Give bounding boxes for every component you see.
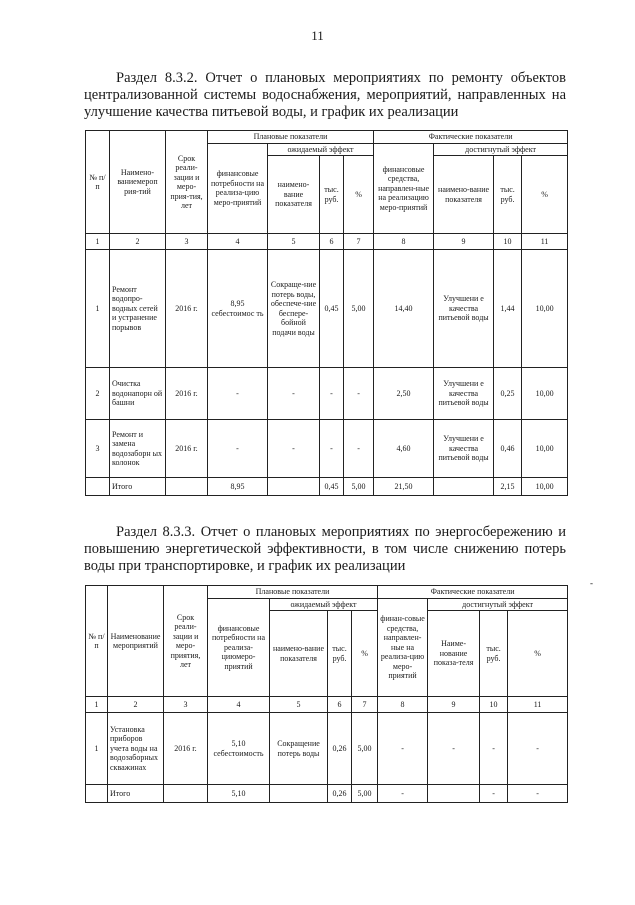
cell: Сокращение потерь воды	[270, 713, 328, 785]
cell: 2,50	[374, 368, 434, 420]
colnum: 4	[208, 234, 268, 250]
header-name: Наимено-ваниемероп рия-тий	[110, 131, 166, 234]
cell: 0,45	[320, 478, 344, 496]
header-financial-actual: финан-совые средства, направлен-ные на реализа-цию меро-приятий	[378, 598, 428, 697]
corner-mark: -	[590, 578, 593, 588]
header-rub: тыс. руб.	[328, 611, 352, 697]
cell	[434, 478, 494, 496]
header-term: Срок реали-зации и меро-приятия, лет	[164, 586, 208, 697]
cell: 0,46	[494, 420, 522, 478]
cell: Установка приборов учета воды на водозаборных скважинах	[108, 713, 164, 785]
cell: 2016 г.	[166, 368, 208, 420]
header-pct: %	[352, 611, 378, 697]
header-financial-actual: финансовые средства, направлен-ные на реализацию меро-приятий	[374, 143, 434, 234]
cell: -	[320, 368, 344, 420]
colnum: 2	[108, 697, 164, 713]
cell: 10,00	[522, 250, 568, 368]
colnum: 8	[374, 234, 434, 250]
header-ach-rub: тыс. руб.	[480, 611, 508, 697]
header-ach-name: наимено-вание показателя	[434, 156, 494, 234]
total-row	[86, 785, 568, 803]
header-effect-name: наимено-вание показателя	[270, 611, 328, 697]
colnum: 1	[86, 234, 110, 250]
colnum: 5	[270, 697, 328, 713]
section-heading-8-3-2	[84, 70, 566, 121]
total-row	[86, 478, 568, 496]
colnum: 3	[166, 234, 208, 250]
cell: 1,44	[494, 250, 522, 368]
cell: -	[508, 713, 568, 785]
header-actual: Фактические показатели	[378, 586, 568, 599]
cell: 4,60	[374, 420, 434, 478]
header-financial-plan: финансовые потребности на реализа-циюмеро-приятий	[208, 598, 270, 697]
header-rub: тыс. руб.	[320, 156, 344, 234]
cell: 1	[86, 250, 110, 368]
cell	[86, 785, 108, 803]
header-actual: Фактические показатели	[374, 131, 568, 144]
cell: 2	[86, 368, 110, 420]
cell: -	[480, 785, 508, 803]
header-achieved: достигнутый эффект	[428, 598, 568, 611]
colnum: 10	[480, 697, 508, 713]
cell: Улучшени е качества питьевой воды	[434, 250, 494, 368]
colnum: 7	[352, 697, 378, 713]
header-financial-plan: финансовые потребности на реализа-цию меро-приятий	[208, 143, 268, 234]
column-number-row	[86, 697, 568, 713]
cell: 10,00	[522, 478, 568, 496]
cell	[268, 478, 320, 496]
colnum: 1	[86, 697, 108, 713]
cell: 21,50	[374, 478, 434, 496]
cell: -	[268, 368, 320, 420]
cell: 14,40	[374, 250, 434, 368]
cell: -	[480, 713, 508, 785]
cell: -	[208, 420, 268, 478]
cell: 8,95	[208, 478, 268, 496]
header-ach-pct: %	[508, 611, 568, 697]
cell	[164, 785, 208, 803]
cell: 1	[86, 713, 108, 785]
energy-saving-table	[85, 585, 568, 803]
cell: 2,15	[494, 478, 522, 496]
cell	[166, 478, 208, 496]
header-name: Наименование мероприятий	[108, 586, 164, 697]
cell: 10,00	[522, 368, 568, 420]
cell: Ремонт водопро-водных сетей и устранение порывов	[110, 250, 166, 368]
cell: 5,00	[352, 713, 378, 785]
cell: 5,10 себестоимость	[208, 713, 270, 785]
header-num: № п/п	[86, 586, 108, 697]
cell	[86, 478, 110, 496]
cell: Улучшени е качества питьевой воды	[434, 368, 494, 420]
colnum: 9	[428, 697, 480, 713]
table-row	[86, 713, 568, 785]
planned-repair-table	[85, 130, 568, 496]
cell	[428, 785, 480, 803]
table-row	[86, 420, 568, 478]
colnum: 3	[164, 697, 208, 713]
cell: 10,00	[522, 420, 568, 478]
colnum: 6	[328, 697, 352, 713]
cell: Итого	[110, 478, 166, 496]
cell: -	[208, 368, 268, 420]
header-effect-name: наимено-вание показателя	[268, 156, 320, 234]
cell: 5,00	[344, 250, 374, 368]
column-number-row	[86, 234, 568, 250]
cell: -	[268, 420, 320, 478]
section-heading-8-3-3	[84, 524, 566, 575]
cell: Сокраще-ние потерь воды, обеспече-ние беспере-бойной подачи воды	[268, 250, 320, 368]
colnum: 5	[268, 234, 320, 250]
cell: -	[320, 420, 344, 478]
cell: 2016 г.	[166, 420, 208, 478]
header-num: № п/п	[86, 131, 110, 234]
cell: 3	[86, 420, 110, 478]
colnum: 7	[344, 234, 374, 250]
cell: 0,45	[320, 250, 344, 368]
cell: -	[508, 785, 568, 803]
cell: -	[378, 713, 428, 785]
section-heading-text: Раздел 8.3.3. Отчет о плановых мероприятиях по энергосбережению и повышению энергетической эффективности, в том числе снижению потерь воды при транспортировке, и график их реализации	[84, 524, 566, 574]
cell: -	[344, 420, 374, 478]
cell: -	[378, 785, 428, 803]
cell: 5,00	[352, 785, 378, 803]
cell: -	[428, 713, 480, 785]
colnum: 9	[434, 234, 494, 250]
colnum: 11	[508, 697, 568, 713]
header-ach-name: Наиме-нование показа-теля	[428, 611, 480, 697]
cell: Итого	[108, 785, 164, 803]
table-row	[86, 250, 568, 368]
table-row	[86, 368, 568, 420]
colnum: 2	[110, 234, 166, 250]
cell: -	[344, 368, 374, 420]
cell: 0,26	[328, 785, 352, 803]
header-expected: ожидаемый эффект	[270, 598, 378, 611]
colnum: 10	[494, 234, 522, 250]
colnum: 6	[320, 234, 344, 250]
cell: Улучшени е качества питьевой воды	[434, 420, 494, 478]
cell: Ремонт и замена водозаборн ых колонок	[110, 420, 166, 478]
header-expected: ожидаемый эффект	[268, 143, 374, 156]
cell	[270, 785, 328, 803]
cell: 8,95 себестоимос ть	[208, 250, 268, 368]
cell: 5,00	[344, 478, 374, 496]
page-number: 11	[311, 28, 324, 43]
colnum: 8	[378, 697, 428, 713]
cell: 0,25	[494, 368, 522, 420]
cell: 2016 г.	[164, 713, 208, 785]
cell: 2016 г.	[166, 250, 208, 368]
header-achieved: достигнутый эффект	[434, 143, 568, 156]
header-planned: Плановые показатели	[208, 131, 374, 144]
header-term: Срок реали-зации и меро-прия-тия, лет	[166, 131, 208, 234]
colnum: 4	[208, 697, 270, 713]
header-planned: Плановые показатели	[208, 586, 378, 599]
header-ach-pct: %	[522, 156, 568, 234]
cell: 0,26	[328, 713, 352, 785]
cell: Очистка водонапорн ой башни	[110, 368, 166, 420]
header-pct: %	[344, 156, 374, 234]
colnum: 11	[522, 234, 568, 250]
section-heading-text: Раздел 8.3.2. Отчет о плановых мероприятиях по ремонту объектов централизованной системы водоснабжения, мероприятий, направленных на улучшение качества питьевой воды, и график их реализации	[84, 70, 566, 120]
header-ach-rub: тыс. руб.	[494, 156, 522, 234]
cell: 5,10	[208, 785, 270, 803]
